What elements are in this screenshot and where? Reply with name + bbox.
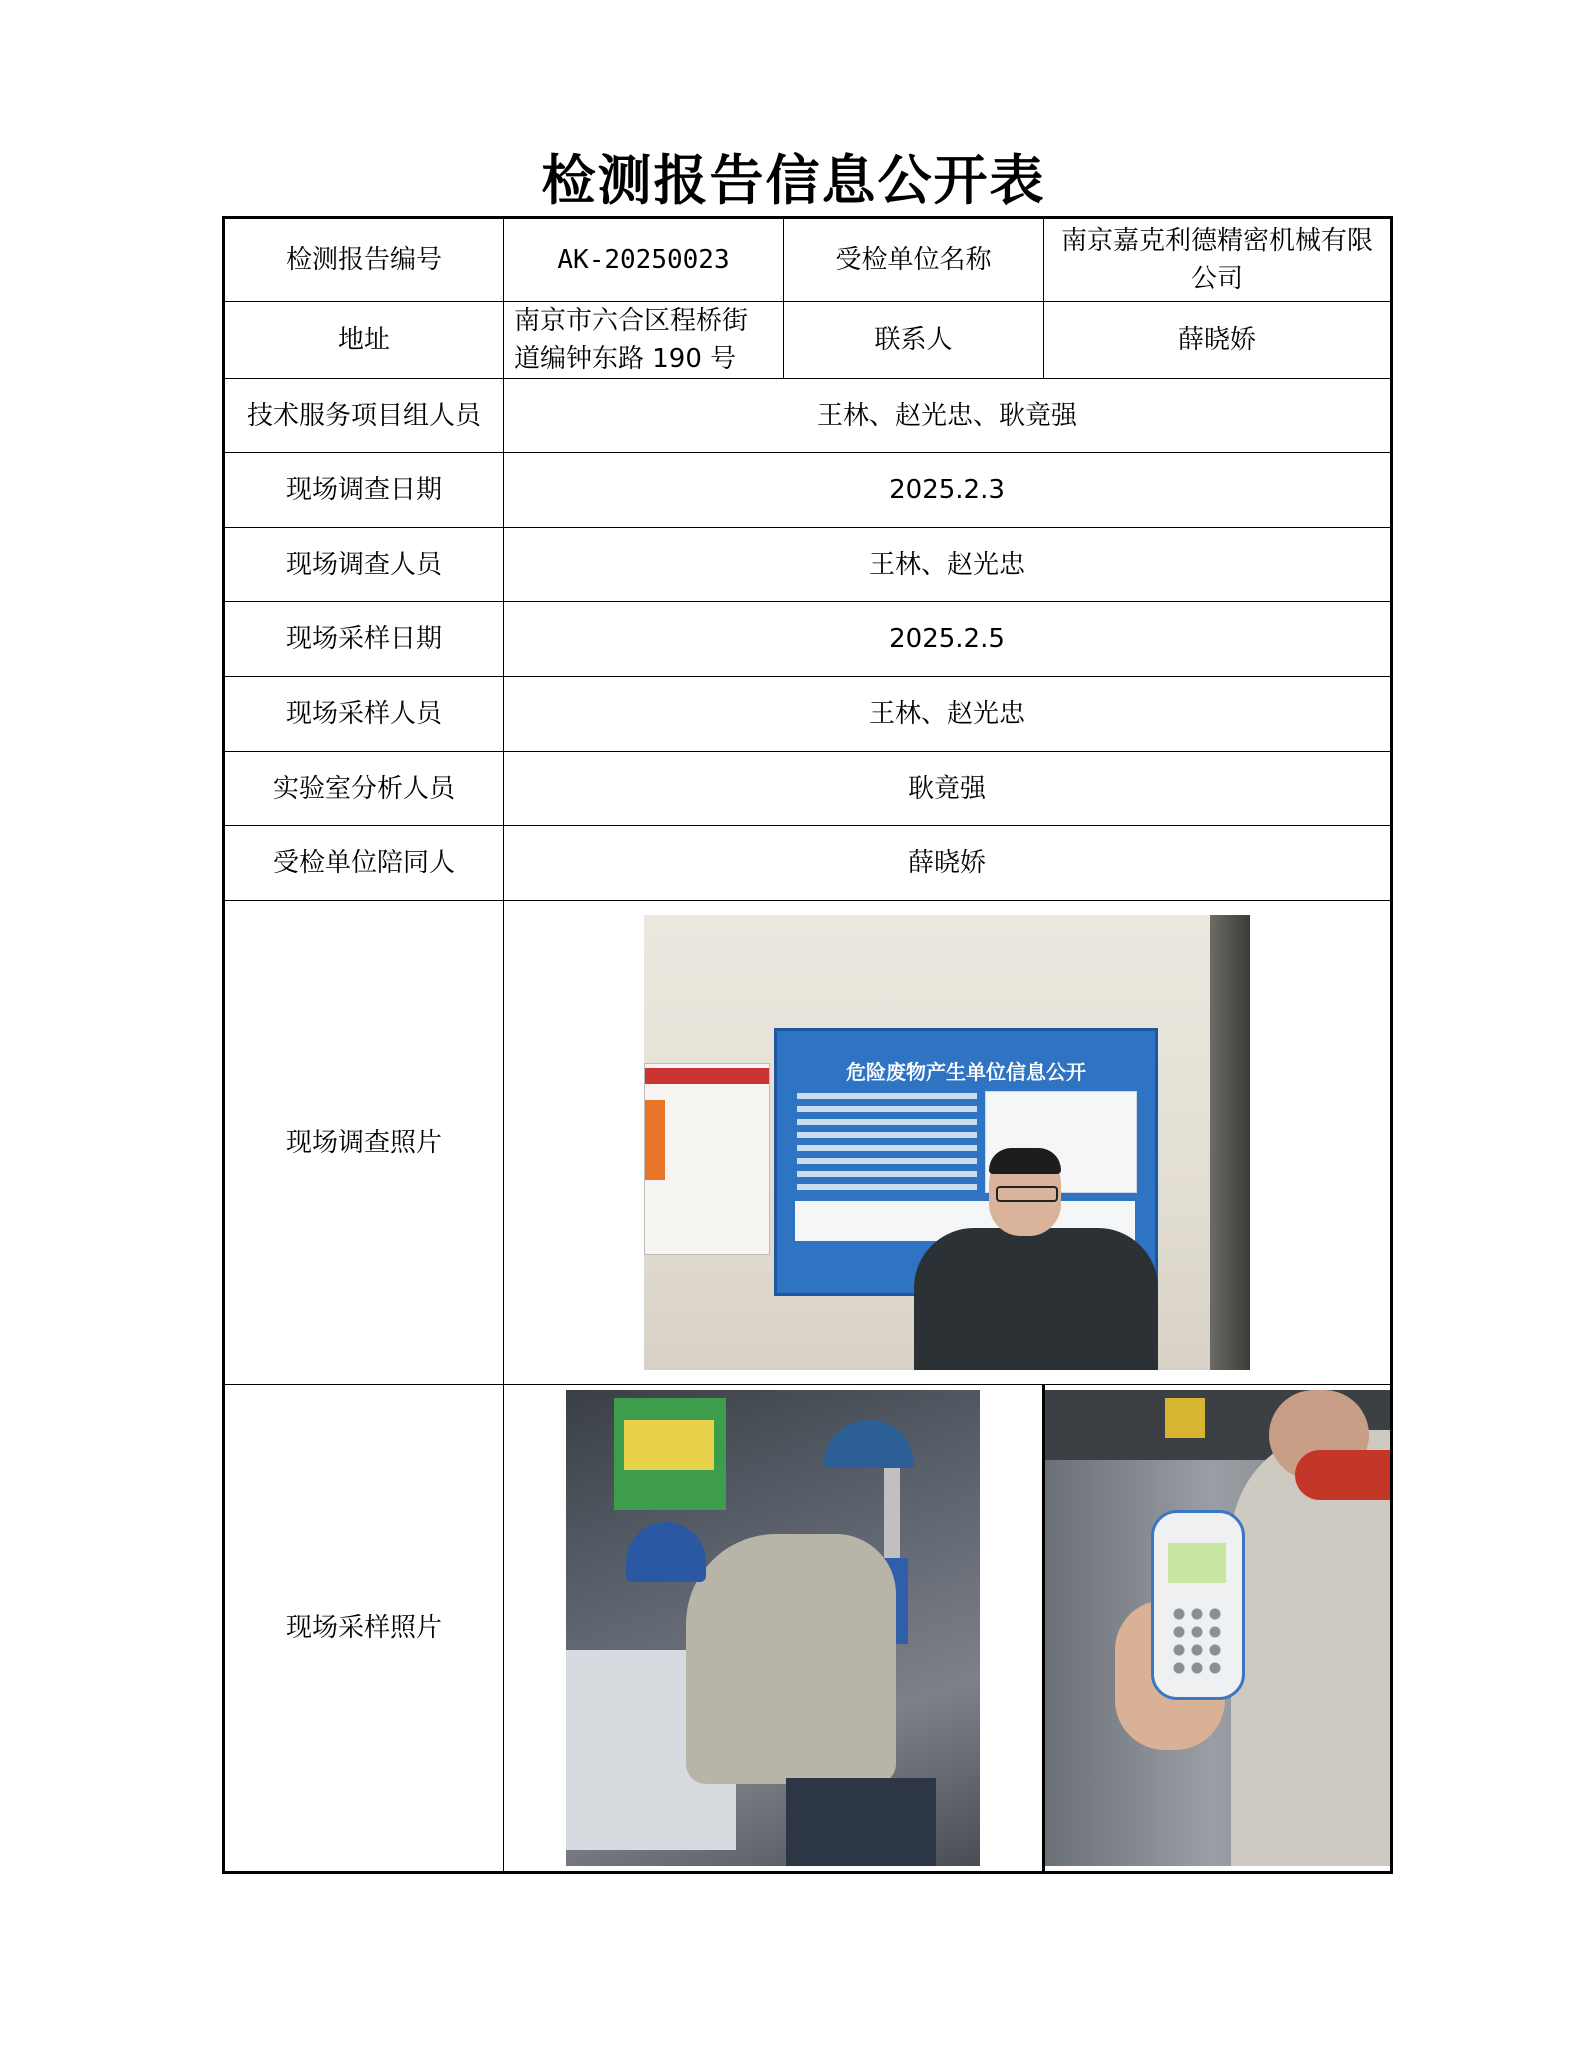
sampling-date-value: 2025.2.5 [504, 602, 1392, 677]
sound-level-meter [1151, 1510, 1245, 1700]
sampling-photo-2 [1045, 1390, 1392, 1866]
photo-board-title: 危险废物产生单位信息公开 [846, 1060, 1086, 1084]
address-label: 地址 [224, 302, 504, 379]
survey-photo-cell [504, 901, 1392, 1385]
report-no-value: AK-20250023 [504, 218, 784, 302]
table-row [224, 218, 1392, 302]
escort-value: 薛晓娇 [504, 826, 1392, 901]
table-row [224, 302, 1392, 379]
sampling-date-label: 现场采样日期 [224, 602, 504, 677]
sampling-photo-1 [566, 1390, 980, 1866]
team-label: 技术服务项目组人员 [224, 379, 504, 453]
photo-wall-shade [1210, 915, 1250, 1370]
table-row [224, 602, 1392, 677]
table-row [224, 677, 1392, 752]
photo-risk-notice [644, 1063, 770, 1255]
lab-staff-label: 实验室分析人员 [224, 752, 504, 826]
team-value: 王林、赵光忠、耿竟强 [504, 379, 1392, 453]
sampling-staff-value: 王林、赵光忠 [504, 677, 1392, 752]
address-value: 南京市六合区程桥街道编钟东路 190 号 [504, 302, 784, 379]
contact-value: 薛晓娇 [1044, 302, 1392, 379]
sampling-staff-label: 现场采样人员 [224, 677, 504, 752]
page-title: 检测报告信息公开表 [541, 148, 1046, 212]
escort-label: 受检单位陪同人 [224, 826, 504, 901]
table-row [224, 826, 1392, 901]
sampling-photo-cell-1 [504, 1385, 1044, 1873]
survey-date-label: 现场调查日期 [224, 453, 504, 528]
survey-date-value: 2025.2.3 [504, 453, 1392, 528]
table-row [224, 453, 1392, 528]
unit-name-value: 南京嘉克利德精密机械有限公司 [1044, 218, 1392, 302]
table-row [224, 379, 1392, 453]
sampling-photo-cell-2 [1044, 1385, 1392, 1873]
table-row [224, 528, 1392, 602]
lab-staff-value: 耿竟强 [504, 752, 1392, 826]
photo-person [914, 1148, 1158, 1370]
report-table [222, 216, 1393, 1874]
survey-photo-label: 现场调查照片 [224, 901, 504, 1385]
table-row [224, 1385, 1392, 1873]
sampling-photo-label: 现场采样照片 [224, 1385, 504, 1873]
report-no-label: 检测报告编号 [224, 218, 504, 302]
unit-name-label: 受检单位名称 [784, 218, 1044, 302]
contact-label: 联系人 [784, 302, 1044, 379]
table-row [224, 901, 1392, 1385]
table-row [224, 752, 1392, 826]
survey-staff-label: 现场调查人员 [224, 528, 504, 602]
survey-staff-value: 王林、赵光忠 [504, 528, 1392, 602]
survey-photo [644, 915, 1250, 1370]
